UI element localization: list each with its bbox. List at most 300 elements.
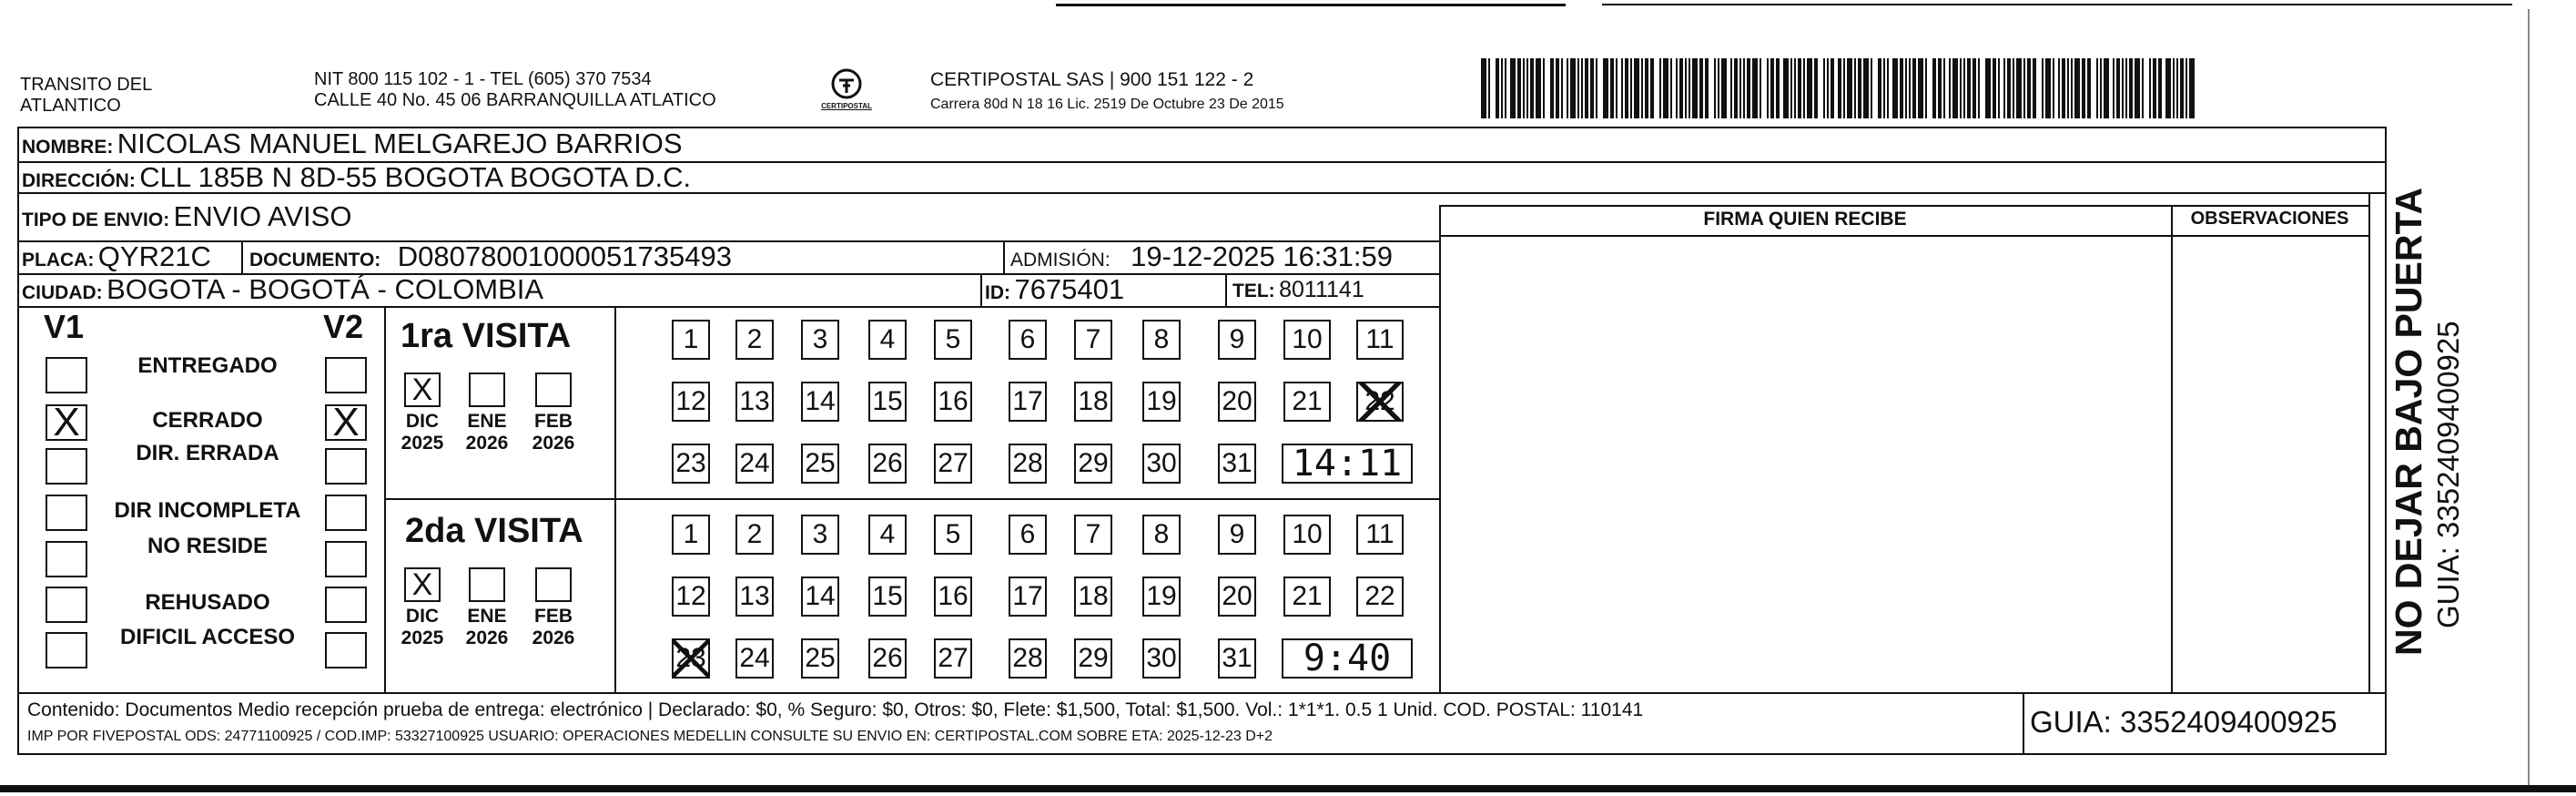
v2-label: V2 — [323, 308, 364, 345]
visit2-day-box[interactable]: 13 — [735, 577, 774, 617]
col-admision — [1003, 240, 1005, 273]
v1-checkbox[interactable] — [46, 587, 87, 623]
barcode-bar — [2135, 58, 2140, 118]
sender-line-2: ATLANTICO — [20, 96, 121, 116]
barcode-bar — [1854, 58, 1856, 118]
direccion-label: DIRECCIÓN: — [22, 170, 136, 191]
v1-checkbox[interactable] — [46, 448, 87, 485]
visit2-day-box[interactable]: 29 — [1074, 638, 1112, 679]
visit2-day-box[interactable]: 16 — [934, 577, 972, 617]
documento-value: D08078001000051735493 — [397, 240, 732, 272]
barcode-bar — [1952, 58, 1958, 118]
visit2-day-box[interactable]: 25 — [801, 638, 839, 679]
visit2-day-box[interactable]: 28 — [1009, 638, 1047, 679]
barcode-bar — [1523, 58, 1525, 118]
visit2-month-label — [460, 606, 514, 649]
visit2-day-box[interactable]: 24 — [735, 638, 774, 679]
barcode-bar — [1790, 58, 1792, 118]
documento-label: DOCUMENTO: — [249, 250, 381, 270]
visit1-day-box[interactable]: 31 — [1218, 444, 1256, 484]
id-field — [985, 274, 1124, 311]
barcode-bar — [1883, 58, 1885, 118]
visit1-day-box[interactable]: 8 — [1142, 320, 1181, 360]
col-right — [2368, 192, 2370, 694]
barcode-bar — [2042, 58, 2044, 118]
visit2-day-box[interactable]: 22 — [1356, 577, 1404, 617]
visit1-day-box[interactable]: 16 — [934, 382, 972, 422]
barcode-bar — [1863, 58, 1869, 118]
status-label: DIR. ERRADA — [136, 441, 279, 465]
barcode-bar — [1577, 58, 1579, 118]
visit1-time-box[interactable]: 14:11 — [1282, 444, 1413, 484]
visit2-day-box[interactable]: 19 — [1142, 577, 1181, 617]
tel-label: TEL: — [1232, 281, 1275, 301]
visit1-month-year: 2026 — [532, 433, 575, 454]
visit1-day-box[interactable]: 10 — [1283, 320, 1331, 360]
visit1-day-box[interactable]: 22 — [1356, 382, 1404, 422]
barcode-bar — [1530, 58, 1534, 118]
v2-checkbox[interactable] — [325, 357, 367, 393]
barcode-bar — [2013, 58, 2014, 118]
barcode-bar — [1892, 58, 1898, 118]
visit1-day-box[interactable]: 17 — [1009, 382, 1047, 422]
barcode-bar — [1985, 58, 1991, 118]
visit2-day-box[interactable]: 21 — [1283, 577, 1331, 617]
documento-field — [249, 241, 732, 278]
company-name: CERTIPOSTAL SAS | 900 151 122 - 2 — [930, 69, 1254, 90]
barcode-bar — [1838, 58, 1841, 118]
barcode-bar — [1925, 58, 1927, 118]
barcode-bar — [2087, 58, 2091, 118]
top-rule — [1056, 4, 1566, 6]
visit2-day-box[interactable]: 17 — [1009, 577, 1047, 617]
barcode-bar — [1843, 58, 1845, 118]
barcode-bar — [1905, 58, 1907, 118]
v2-checkbox[interactable] — [325, 541, 367, 577]
barcode-bar — [2082, 58, 2085, 118]
tel-field — [1232, 274, 1364, 309]
certipostal-logo — [815, 66, 878, 117]
barcode-bar — [1663, 58, 1668, 118]
barcode-bar — [1567, 58, 1568, 118]
barcode-bar — [2189, 58, 2195, 118]
rule-visits — [384, 498, 1441, 500]
barcode-bar — [2186, 58, 2187, 118]
visit1-day-box[interactable]: 5 — [934, 320, 972, 360]
sender-line-1: TRANSITO DEL — [20, 75, 153, 95]
barcode-bar — [1699, 58, 1703, 118]
barcode-bar — [1670, 58, 1672, 118]
imp-line: IMP POR FIVEPOSTAL ODS: 24771100925 / COD.IMP: 53327100925 USUARIO: OPERACIONES MEDELLIN CONSULTE SU ENVIO EN: CERTIPOSTAL.COM SOBRE ETA: 2025-12-23 D+2 — [27, 729, 1273, 744]
col-placa — [241, 240, 243, 273]
barcode-bar — [1783, 58, 1789, 118]
barcode-bar — [2176, 58, 2178, 118]
barcode-bar — [1918, 58, 1923, 118]
right-edge — [2528, 9, 2530, 785]
top-rule-right — [1602, 4, 2512, 5]
barcode-bar — [2122, 58, 2124, 118]
observaciones-area[interactable] — [2173, 237, 2367, 690]
col-days — [614, 306, 616, 692]
v1-checkbox[interactable] — [46, 541, 87, 577]
visit1-day-box[interactable]: 27 — [934, 444, 972, 484]
barcode-bar — [2053, 58, 2054, 118]
barcode-bar — [1823, 58, 1825, 118]
barcode-bar — [1650, 58, 1654, 118]
visit1-month-name: FEB — [534, 411, 573, 432]
barcode-bar — [1561, 58, 1563, 118]
visit1-month-checkbox[interactable]: X — [404, 372, 441, 407]
visit2-day-box[interactable]: 12 — [672, 577, 710, 617]
v2-checkbox[interactable] — [325, 448, 367, 485]
barcode-bar — [1526, 58, 1528, 118]
visit2-month-year: 2025 — [401, 628, 444, 648]
sender-nit: NIT 800 115 102 - 1 - TEL (605) 370 7534 — [314, 69, 652, 89]
barcode-bar — [1814, 58, 1818, 118]
barcode-bar — [1909, 58, 1911, 118]
barcode-bar — [1596, 58, 1597, 118]
visit1-day-box[interactable]: 3 — [801, 320, 839, 360]
barcode-bar — [2149, 58, 2151, 118]
barcode-bar — [2165, 58, 2171, 118]
visit1-day-box[interactable]: 24 — [735, 444, 774, 484]
visit1-month-year: 2025 — [401, 433, 444, 454]
barcode-bar — [1912, 58, 1916, 118]
visit2-day-box[interactable]: 23 — [672, 638, 710, 679]
direccion-value: CLL 185B N 8D-55 BOGOTA BOGOTA D.C. — [139, 161, 692, 193]
barcode-bar — [1798, 58, 1801, 118]
status-label: DIR INCOMPLETA — [114, 498, 301, 523]
status-label: REHUSADO — [145, 590, 270, 615]
barcode-bar — [1949, 58, 1951, 118]
visit2-month-checkbox[interactable] — [535, 567, 572, 602]
visit1-day-box[interactable]: 6 — [1009, 320, 1047, 360]
barcode-bar — [1900, 58, 1903, 118]
visit2-day-box[interactable]: 26 — [868, 638, 907, 679]
visit1-month-year: 2026 — [465, 433, 509, 454]
visit2-month-name: FEB — [534, 606, 573, 627]
barcode-bar — [1967, 58, 1971, 118]
barcode-bar — [2096, 58, 2098, 118]
ciudad-label: CIUDAD: — [22, 282, 103, 303]
visit1-day-box[interactable]: 1 — [672, 320, 710, 360]
visit2-day-box[interactable]: 31 — [1218, 638, 1256, 679]
visit2-day-box[interactable]: 14 — [801, 577, 839, 617]
visit2-day-box[interactable]: 11 — [1356, 515, 1404, 555]
barcode-bar — [1645, 58, 1648, 118]
barcode-bar — [1998, 58, 2000, 118]
barcode-bar — [1550, 58, 1554, 118]
rule-footer — [17, 692, 2387, 694]
barcode-bar — [1641, 58, 1643, 118]
barcode-bar — [1556, 58, 1559, 118]
visit1-day-box[interactable]: 9 — [1218, 320, 1256, 360]
footer-guia: GUIA: 3352409400925 — [2030, 705, 2338, 739]
visit2-day-box[interactable]: 18 — [1074, 577, 1112, 617]
barcode-bar — [1676, 58, 1678, 118]
logo-text: CERTIPOSTAL — [821, 102, 872, 110]
admision-field — [1010, 241, 1393, 278]
visit1-day-box[interactable]: 12 — [672, 382, 710, 422]
ciudad-field — [22, 274, 543, 311]
visit2-day-box[interactable]: 6 — [1009, 515, 1047, 555]
visit1-day-box[interactable]: 19 — [1142, 382, 1181, 422]
visit1-day-box[interactable]: 29 — [1074, 444, 1112, 484]
placa-label: PLACA: — [22, 250, 95, 270]
visit2-day-box[interactable]: 2 — [735, 515, 774, 555]
barcode-bar — [1685, 58, 1687, 118]
barcode-bar — [2023, 58, 2025, 118]
barcode-bar — [1807, 58, 1812, 118]
admision-value: 19-12-2025 16:31:59 — [1131, 240, 1393, 272]
barcode-bar — [2007, 58, 2011, 118]
barcode-bar — [1714, 58, 1716, 118]
barcode-bar — [1621, 58, 1623, 118]
visit1-day-box[interactable]: 13 — [735, 382, 774, 422]
visit2-day-box[interactable]: 3 — [801, 515, 839, 555]
barcode-bar — [2027, 58, 2031, 118]
barcode-bar — [1734, 58, 1738, 118]
tel-value: 8011141 — [1279, 277, 1364, 302]
visit1-title: 1ra VISITA — [401, 317, 572, 355]
barcode-bar — [1887, 58, 1889, 118]
visit2-month-label — [526, 606, 581, 649]
sender-block — [20, 75, 152, 117]
barcode-bar — [2180, 58, 2184, 118]
barcode-bar — [1963, 58, 1965, 118]
v1-checkbox[interactable]: X — [46, 404, 87, 441]
no-dejar-text: NO DEJAR BAJO PUERTA — [2388, 187, 2429, 656]
barcode-bar — [1973, 58, 1976, 118]
v1-checkbox[interactable] — [46, 357, 87, 393]
placa-field — [22, 241, 211, 278]
barcode-bar — [2129, 58, 2133, 118]
firma-header: FIRMA QUIEN RECIBE — [1703, 209, 1907, 230]
visit2-title: 2da VISITA — [405, 512, 583, 550]
barcode-bar — [1481, 58, 1486, 118]
barcode-bar — [1776, 58, 1780, 118]
visit2-month-label — [395, 606, 450, 649]
ciudad-value: BOGOTA - BOGOTÁ - COLOMBIA — [106, 273, 544, 305]
barcode-bar — [1718, 58, 1719, 118]
barcode-bar — [1878, 58, 1881, 118]
barcode-bar — [2153, 58, 2156, 118]
barcode-bar — [1581, 58, 1583, 118]
visit1-day-box[interactable]: 20 — [1218, 382, 1256, 422]
visit2-day-box[interactable]: 10 — [1283, 515, 1331, 555]
barcode-bar — [1610, 58, 1614, 118]
barcode-bar — [1794, 58, 1796, 118]
visit1-day-box[interactable]: 18 — [1074, 382, 1112, 422]
barcode-bar — [1847, 58, 1852, 118]
col-tel — [1225, 273, 1227, 306]
barcode-bar — [2016, 58, 2022, 118]
barcode-bar — [1743, 58, 1745, 118]
barcode-bar — [1705, 58, 1709, 118]
visit1-month-label — [460, 411, 514, 454]
nombre-label: NOMBRE: — [22, 137, 114, 158]
v2-checkbox[interactable]: X — [325, 404, 367, 441]
barcode-bar — [1831, 58, 1834, 118]
visit2-day-box[interactable]: 1 — [672, 515, 710, 555]
v1-label: V1 — [44, 308, 85, 345]
barcode-bar — [2173, 58, 2175, 118]
admision-label: ADMISIÓN: — [1010, 250, 1111, 270]
visit2-month-checkbox[interactable]: X — [404, 567, 441, 602]
col-guia — [2023, 692, 2024, 755]
barcode-bar — [2058, 58, 2060, 118]
barcode-bar — [1659, 58, 1661, 118]
visit1-day-box[interactable]: 28 — [1009, 444, 1047, 484]
tipo-label: TIPO DE ENVIO: — [22, 209, 170, 230]
visit1-month-label — [526, 411, 581, 454]
barcode-bar — [1721, 58, 1727, 118]
barcode-bar — [2142, 58, 2144, 118]
contenido-line: Contenido: Documentos Medio recepción prueba de entrega: electrónico | Declarado: $0, % Seguro: $0, Otros: $0, Flete: $1,500, Total: $1,500. Vol.: 1*1*1. 0.5 1 Unid. COD. POSTAL: 110141 — [27, 699, 1644, 720]
barcode-bar — [1943, 58, 1945, 118]
barcode-bar — [2067, 58, 2069, 118]
visit2-day-box[interactable]: 4 — [868, 515, 907, 555]
visit1-day-box[interactable]: 15 — [868, 382, 907, 422]
visit1-month-checkbox[interactable] — [469, 372, 505, 407]
nombre-field — [22, 128, 683, 165]
barcode-bar — [2113, 58, 2115, 118]
col-visit — [384, 306, 386, 692]
direccion-field — [22, 162, 691, 199]
visit1-day-box[interactable]: 26 — [868, 444, 907, 484]
visit1-day-box[interactable]: 25 — [801, 444, 839, 484]
barcode-bar — [1938, 58, 1942, 118]
firma-area[interactable] — [1441, 237, 2169, 690]
barcode — [1481, 58, 2197, 118]
visit2-day-box[interactable]: 30 — [1142, 638, 1181, 679]
barcode-bar — [1747, 58, 1750, 118]
tipo-field — [22, 201, 351, 238]
barcode-bar — [1752, 58, 1758, 118]
visit1-month-checkbox[interactable] — [535, 372, 572, 407]
barcode-bar — [1501, 58, 1503, 118]
company-license: Carrera 80d N 18 16 Lic. 2519 De Octubre 23 De 2015 — [930, 97, 1284, 112]
barcode-bar — [2062, 58, 2065, 118]
visit1-month-label — [395, 411, 450, 454]
visit1-day-box[interactable]: 23 — [672, 444, 710, 484]
barcode-bar — [2074, 58, 2080, 118]
visit2-day-box[interactable]: 9 — [1218, 515, 1256, 555]
v1-checkbox[interactable] — [46, 632, 87, 668]
barcode-bar — [1689, 58, 1690, 118]
barcode-bar — [2158, 58, 2162, 118]
barcode-bar — [2100, 58, 2102, 118]
barcode-bar — [1858, 58, 1861, 118]
visit2-day-box[interactable]: 27 — [934, 638, 972, 679]
bottom-edge — [0, 785, 2576, 792]
visit1-day-box[interactable]: 2 — [735, 320, 774, 360]
barcode-bar — [1739, 58, 1741, 118]
barcode-bar — [1517, 58, 1521, 118]
sender-info-block — [314, 69, 716, 111]
sender-address: CALLE 40 No. 45 06 BARRANQUILLA ATLATICO — [314, 90, 716, 110]
barcode-bar — [1679, 58, 1683, 118]
visit1-day-box[interactable]: 11 — [1356, 320, 1404, 360]
nombre-value: NICOLAS MANUEL MELGAREJO BARRIOS — [117, 128, 683, 159]
barcode-bar — [1871, 58, 1872, 118]
barcode-bar — [1625, 58, 1628, 118]
barcode-bar — [1585, 58, 1588, 118]
barcode-bar — [2104, 58, 2109, 118]
visit2-month-year: 2026 — [465, 628, 509, 648]
barcode-bar — [1590, 58, 1594, 118]
observaciones-header: OBSERVACIONES — [2190, 209, 2349, 229]
barcode-bar — [1730, 58, 1732, 118]
visit1-day-box[interactable]: 21 — [1283, 382, 1331, 422]
visit2-day-box[interactable]: 8 — [1142, 515, 1181, 555]
barcode-bar — [1570, 58, 1576, 118]
visit2-day-box[interactable]: 15 — [868, 577, 907, 617]
barcode-bar — [1692, 58, 1698, 118]
visit2-month-checkbox[interactable] — [469, 567, 505, 602]
barcode-bar — [1827, 58, 1829, 118]
visit2-month-name: DIC — [405, 606, 440, 627]
barcode-bar — [1634, 58, 1639, 118]
placa-value: QYR21C — [97, 240, 211, 272]
status-label: CERRADO — [152, 408, 263, 433]
barcode-bar — [2125, 58, 2127, 118]
barcode-bar — [1616, 58, 1618, 118]
barcode-bar — [2033, 58, 2036, 118]
barcode-bar — [1978, 58, 1980, 118]
v2-checkbox[interactable] — [325, 495, 367, 531]
id-value: 7675401 — [1014, 273, 1125, 305]
visit1-day-box[interactable]: 14 — [801, 382, 839, 422]
visit1-day-box[interactable]: 4 — [868, 320, 907, 360]
visit1-month-name: ENE — [467, 411, 507, 432]
barcode-bar — [1993, 58, 1996, 118]
barcode-bar — [2071, 58, 2073, 118]
barcode-bar — [1770, 58, 1774, 118]
barcode-bar — [1505, 58, 1506, 118]
tipo-value: ENVIO AVISO — [173, 200, 352, 232]
rule-firma-top — [1439, 205, 2368, 207]
barcode-bar — [1543, 58, 1545, 118]
side-guia-text: GUIA: 3352409400925 — [2431, 321, 2465, 628]
visit2-day-box[interactable]: 7 — [1074, 515, 1112, 555]
barcode-bar — [1803, 58, 1805, 118]
status-label: NO RESIDE — [147, 534, 269, 558]
status-label: DIFICIL ACCESO — [119, 625, 295, 649]
barcode-bar — [1496, 58, 1499, 118]
barcode-bar — [1603, 58, 1608, 118]
visit2-time-box[interactable]: 9:40 — [1282, 638, 1413, 679]
v1-checkbox[interactable] — [46, 495, 87, 531]
col-id — [980, 273, 982, 306]
status-label: ENTREGADO — [137, 353, 278, 378]
v2-checkbox[interactable] — [325, 587, 367, 623]
visit2-day-box[interactable]: 20 — [1218, 577, 1256, 617]
barcode-bar — [1932, 58, 1936, 118]
visit2-day-box[interactable]: 5 — [934, 515, 972, 555]
barcode-bar — [2116, 58, 2120, 118]
barcode-bar — [1960, 58, 1962, 118]
visit1-month-name: DIC — [405, 411, 440, 432]
barcode-bar — [1488, 58, 1490, 118]
visit1-day-box[interactable]: 30 — [1142, 444, 1181, 484]
visit1-day-box[interactable]: 7 — [1074, 320, 1112, 360]
barcode-bar — [2003, 58, 2005, 118]
barcode-bar — [1536, 58, 1541, 118]
id-label: ID: — [985, 282, 1010, 303]
v2-checkbox[interactable] — [325, 632, 367, 668]
visit2-month-name: ENE — [467, 606, 507, 627]
